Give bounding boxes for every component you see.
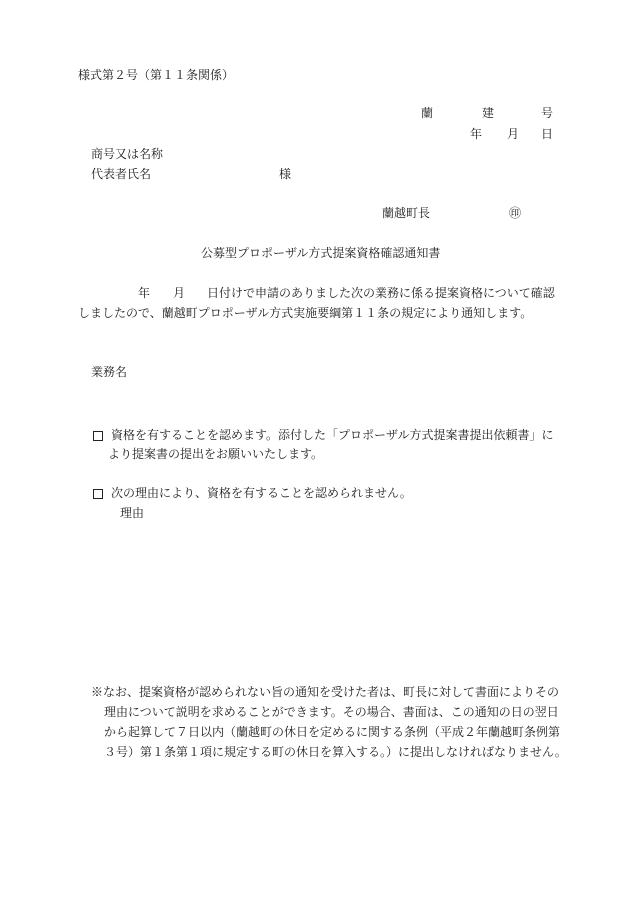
note-line2: 理由について説明を求めることができます。その場合、書面は、この通知の日の翌日 xyxy=(104,705,559,719)
body-line2: しましたので、蘭越町プロポーザル方式実施要綱第１１条の規定により通知します。 xyxy=(78,306,533,320)
document-title: 公募型プロポーザル方式提案資格確認通知書 xyxy=(201,246,441,260)
note-line3: から起算して７日以内（蘭越町の休日を定めるに関する条例（平成２年蘭越町条例第 xyxy=(104,725,561,739)
approve-line2: より提案書の提出をお願いいたします。 xyxy=(108,447,324,461)
reject-line1: 次の理由により、資格を有することを認められません。 xyxy=(111,486,412,500)
doc-number-mid: 建 xyxy=(482,106,495,120)
seal-mark: ㊞ xyxy=(509,206,522,220)
task-name-label: 業務名 xyxy=(91,365,128,379)
honorific: 様 xyxy=(279,167,292,181)
approve-checkbox[interactable] xyxy=(93,430,103,442)
reject-checkbox[interactable] xyxy=(93,488,103,500)
doc-number-prefix: 蘭 xyxy=(421,106,434,120)
body-month: 月 xyxy=(173,286,186,300)
date-month: 月 xyxy=(507,127,520,141)
reason-label: 理由 xyxy=(120,506,145,520)
note-line1: ※なお、提案資格が認められない旨の通知を受けた者は、町長に対して書面によりその xyxy=(91,685,560,699)
approve-line1: 資格を有することを認めます。添付した「プロポーザル方式提案書提出依頼書」に xyxy=(111,428,554,442)
issuer-name: 蘭越町長 xyxy=(382,206,431,220)
representative-name-label: 代表者氏名 xyxy=(91,167,152,181)
body-year: 年 xyxy=(138,286,151,300)
doc-number-suffix: 号 xyxy=(541,106,554,120)
form-number: 様式第２号（第１１条関係） xyxy=(78,68,235,82)
company-name-label: 商号又は名称 xyxy=(91,147,164,161)
date-day: 日 xyxy=(541,127,554,141)
body-line1: 日付けで申請のありました次の業務に係る提案資格について確認 xyxy=(207,286,555,300)
note-line4: ３号）第１条第１項に規定する町の休日を算入する。）に提出しなければなりません。 xyxy=(104,745,567,759)
date-year: 年 xyxy=(470,127,483,141)
